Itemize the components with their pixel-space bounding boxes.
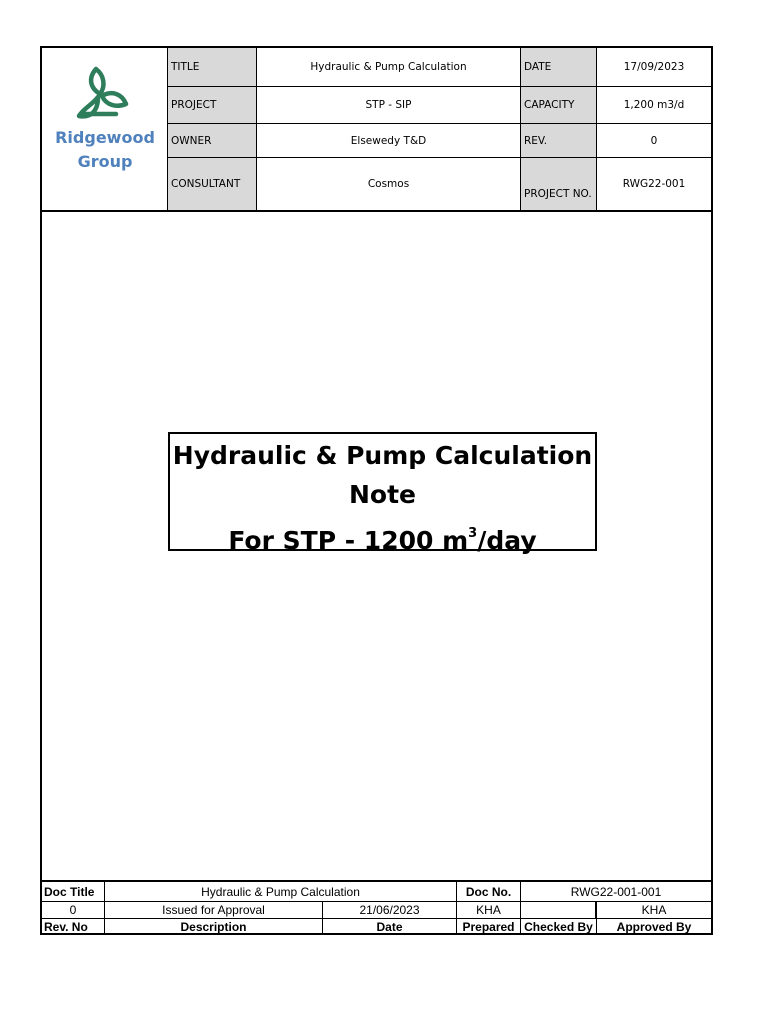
checked-value [520, 901, 596, 918]
main-title-box [168, 432, 597, 555]
checked-header: Checked By [520, 918, 596, 935]
consultant-value: Cosmos [256, 157, 520, 210]
main-title-line3-post: /day [477, 526, 537, 555]
approved-value: KHA [596, 901, 711, 918]
description-header: Description [104, 918, 322, 935]
project-no-value: RWG22-001 [596, 157, 711, 210]
capacity-label: CAPACITY [520, 86, 596, 123]
date-label: DATE [520, 48, 596, 86]
company-name-line1: Ridgewood [55, 128, 155, 147]
capacity-value: 1,200 m3/d [596, 86, 711, 123]
rev-label: REV. [520, 123, 596, 157]
rev-value: 0 [596, 123, 711, 157]
doc-no-value: RWG22-001-001 [520, 882, 711, 901]
trefoil-logo-icon [76, 64, 130, 120]
main-title-line3-pre: For STP - 1200 m [228, 526, 469, 555]
footer-table [42, 880, 711, 935]
company-name-line2: Group [77, 152, 133, 171]
doc-no-label: Doc No. [456, 882, 520, 901]
title-value: Hydraulic & Pump Calculation [256, 48, 520, 86]
prepared-header: Prepared [456, 918, 520, 935]
logo-cell [42, 48, 168, 210]
main-title-line1: Hydraulic & Pump Calculation [172, 441, 593, 470]
doc-title-label: Doc Title [44, 884, 95, 899]
document-sheet [40, 46, 713, 935]
owner-label: OWNER [168, 123, 256, 157]
owner-value: Elsewedy T&D [256, 123, 520, 157]
consultant-label: CONSULTANT [168, 157, 256, 210]
project-label: PROJECT [168, 86, 256, 123]
rev-no-value: 0 [42, 901, 104, 918]
approved-header: Approved By [596, 918, 711, 935]
date-value: 17/09/2023 [596, 48, 711, 86]
main-title-line2: Note [348, 480, 416, 509]
project-value: STP - SIP [256, 86, 520, 123]
title-label: TITLE [168, 48, 256, 86]
description-value: Issued for Approval [104, 901, 322, 918]
header-block [42, 48, 711, 212]
rev-no-header: Rev. No [42, 918, 104, 935]
date-header: Date [322, 918, 456, 935]
prepared-value: KHA [456, 901, 520, 918]
doc-title-value: Hydraulic & Pump Calculation [104, 882, 456, 901]
main-title-superscript: 3 [468, 526, 478, 541]
main-title-line3 [170, 514, 595, 560]
project-no-label: PROJECT NO. [520, 157, 596, 210]
date-value-footer: 21/06/2023 [322, 901, 456, 918]
